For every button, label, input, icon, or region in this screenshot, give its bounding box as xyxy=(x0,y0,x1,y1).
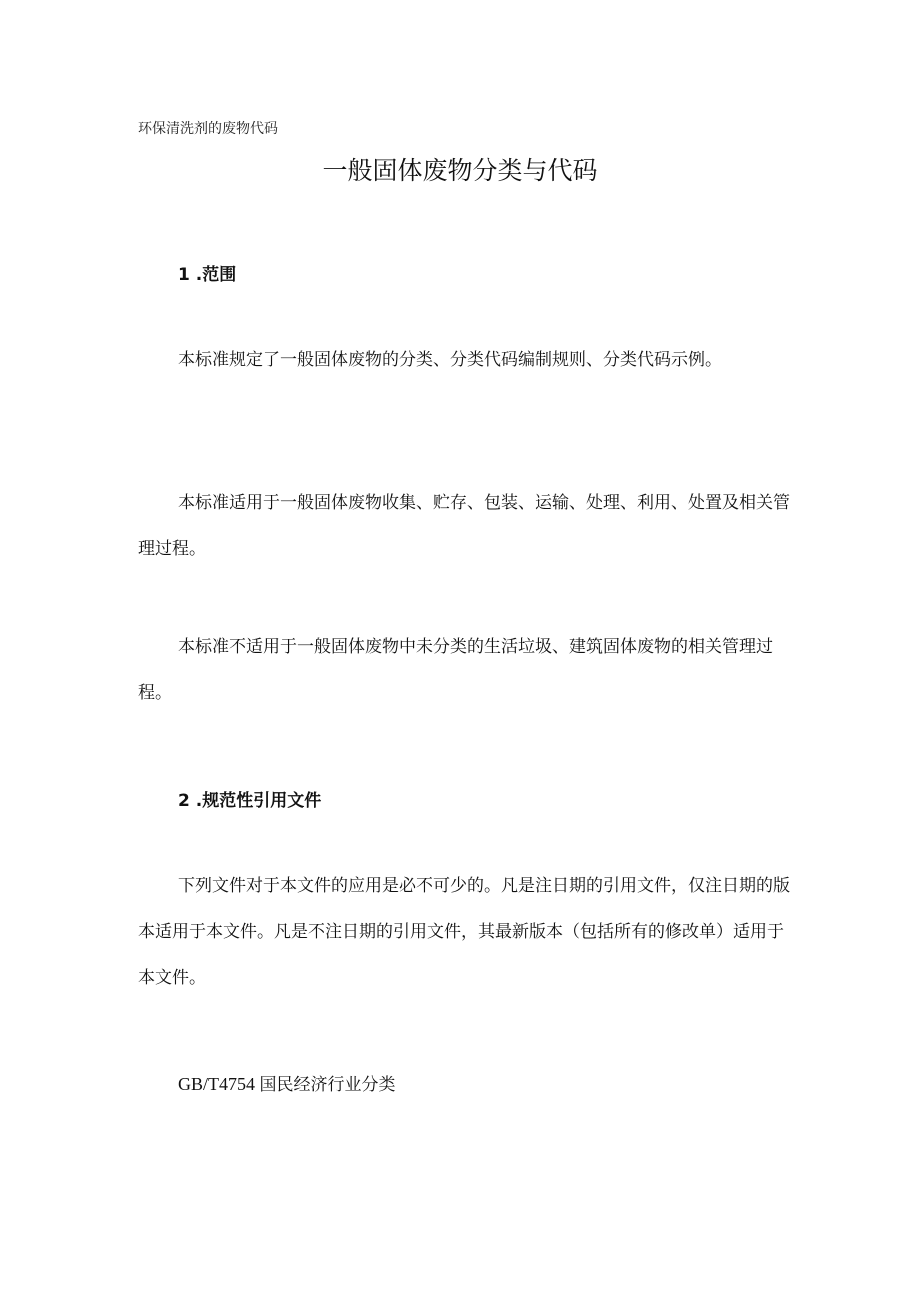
document-title: 一般固体废物分类与代码 xyxy=(322,156,598,185)
paragraph-normative-references: 下列文件对于本文件的应用是必不可少的。凡是注日期的引用文件，仅注日期的版本适用于本文件。凡是不注日期的引用文件，其最新版本（包括所有的修改单）适用于本文件。 xyxy=(138,876,790,988)
reference-code: GB/T4754 xyxy=(178,1074,256,1094)
paragraph-scope-2: 本标准适用于一般固体废物收集、贮存、包装、运输、处理、利用、处置及相关管理过程。 xyxy=(138,493,790,559)
section-heading-scope: 1 .范围 xyxy=(178,265,237,285)
paragraph-scope-3: 本标准不适用于一般固体废物中未分类的生活垃圾、建筑固体废物的相关管理过程。 xyxy=(138,637,773,703)
paragraph-scope-1: 本标准规定了一般固体废物的分类、分类代码编制规则、分类代码示例。 xyxy=(178,350,722,370)
header-note: 环保清洗剂的废物代码 xyxy=(138,121,278,137)
reference-item xyxy=(178,1070,396,1095)
section-heading-normative-references: 2 .规范性引用文件 xyxy=(178,791,322,811)
reference-name: 国民经济行业分类 xyxy=(259,1075,396,1095)
